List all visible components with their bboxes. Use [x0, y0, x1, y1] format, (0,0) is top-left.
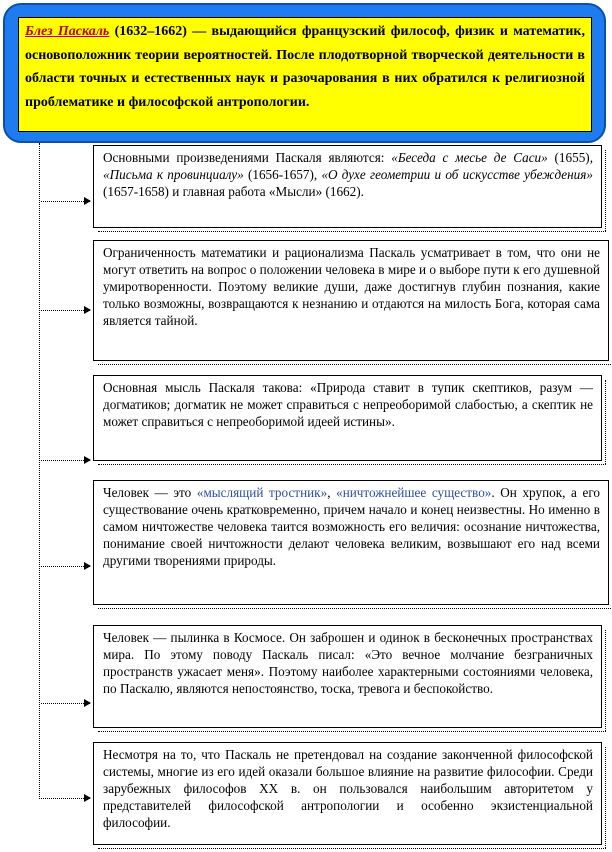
box-thinking-reed-text-2: , [327, 485, 337, 500]
connector-arrow-3 [41, 460, 90, 461]
work-title-3: «О духе геометрии и об искусстве убеждения» [321, 167, 593, 182]
box-influence-text: Несмотря на то, что Паскаль не претендовал на создание законченной философской системы, многие из его идей оказали большое влияние на развитие философии. Среди зарубежных философов XX в. он пользовался наибольшим авторитетом у представителей философской антропологии и особенно экзистенциальной философии. [103, 747, 593, 830]
box-cosmos [93, 625, 602, 728]
box-works-text-2: (1655), [547, 150, 593, 165]
connector-arrow-6 [41, 798, 90, 799]
header-text: (1632–1662) — выдающийся французский философ, физик и математик, основоположник теории вероятностей. После плодотворной творческой деятельности в области точных и естественных наук и разочарования в них обратился к религиозной проблематике и философской антропологии. [25, 24, 585, 110]
box-cosmos-text: Человек — пылинка в Космосе. Он заброшен и одинок в бесконечных пространствах мира. По этому поводу Паскаль писал: «Это вечное молчание безграничных пространств ужасает меня». Поэтому наиболее характерными состояниями человека, по Паскалю, являются непостоянство, тоска, тревога и беспокойство. [103, 630, 593, 696]
header-frame [3, 3, 606, 143]
box-rationalism-text: Ограниченность математики и рационализма Паскаль усматривает в том, что они не могут ответить на вопрос о положении человека в мире и о выборе пути к его душевной умиротворенности. Поэтому великие души, даже достигнув глубин познания, какие только возможны, возвращаются к незнанию и отдаются на милость Бога, которая сама является тайной. [103, 245, 600, 328]
connector-arrow-5 [41, 703, 90, 704]
box-thinking-reed-text-1: Человек — это [103, 485, 197, 500]
box-influence [93, 742, 602, 845]
box-works-text-3: (1656-1657), [243, 167, 322, 182]
box-works-text-4: (1657-1658) и главная работа «Мысли» (1662). [103, 184, 364, 199]
pascal-name: Блез Паскаль [25, 24, 110, 39]
box-thinking-reed-text-3: . Он хрупок, а его существование очень кратковременно, причем начало и конец неизвестны. Но именно в самом ничтожестве человека таится возможность его величия: осознание ничтожества, понимание своей ничтожности делают человека великим, возвышают его над всеми другими творениями природы. [103, 485, 601, 568]
box-works-text-1: Основными произведениями Паскаля являются: [103, 150, 392, 165]
header-box [18, 17, 592, 132]
connector-spine [39, 143, 40, 799]
work-title-2: «Письма к провинциалу» [103, 167, 244, 182]
work-title-1: «Беседа с месье де Саси» [391, 150, 548, 165]
box-rationalism [93, 240, 609, 361]
connector-arrow-1 [41, 201, 90, 202]
box-main-idea [93, 375, 602, 461]
box-main-idea-text: Основная мысль Паскаля такова: «Природа ставит в тупик скептиков, разум — догматиков; догматик не может справиться с непреоборимой слабостью, а скептик не может справиться с непреоборимой идеей истины». [103, 380, 593, 429]
connector-arrow-4 [41, 566, 90, 567]
quote-insignificant-being: «ничтожнейшее существо» [336, 485, 492, 500]
quote-thinking-reed: «мыслящий тростник» [196, 485, 328, 500]
box-works [93, 145, 602, 228]
box-thinking-reed [93, 480, 609, 605]
connector-arrow-2 [41, 310, 90, 311]
